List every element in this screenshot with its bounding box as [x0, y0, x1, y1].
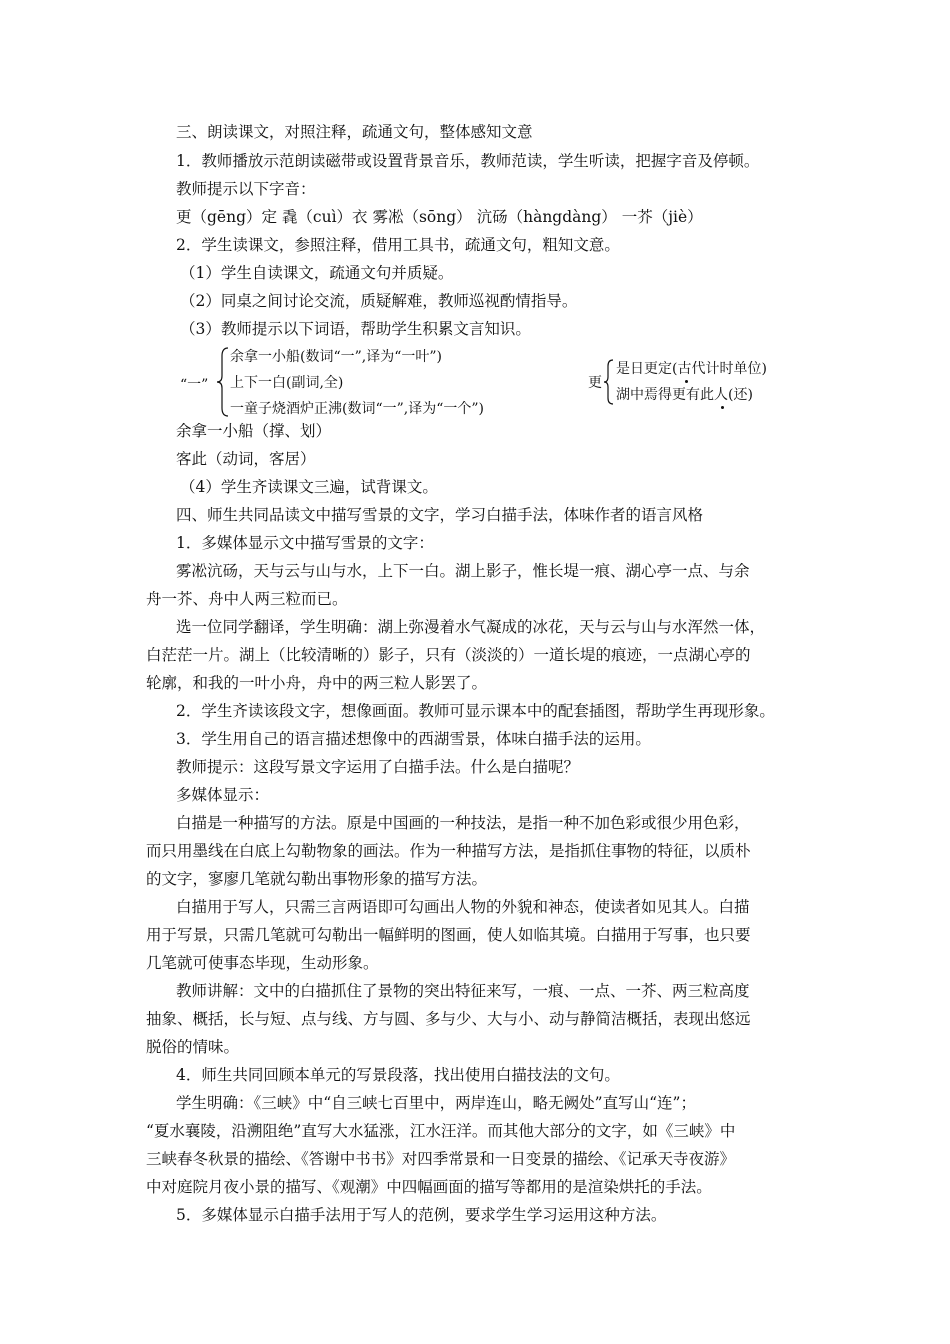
emphasis-dot	[721, 406, 724, 409]
paragraph-line: 轮廓，和我的一叶小舟，舟中的两三粒人影罢了。	[146, 674, 488, 692]
paragraph-line: 1．多媒体显示文中描写雪景的文字：	[176, 534, 434, 552]
emphasis-dot	[685, 380, 688, 383]
quoted-text-line: 舟一芥、舟中人两三粒而已。	[146, 590, 348, 608]
list-item: （4）学生齐读课文三遍，试背课文。	[180, 478, 438, 496]
paragraph-line: “夏水襄陵，沿溯阻绝”直写大水猛涨，江水汪洋。而其他大部分的文字，如《三峡》中	[146, 1122, 736, 1140]
paragraph-line: 白描用于写人，只需三言两语即可勾画出人物的外貌和神态，使读者如见其人。白描	[176, 898, 750, 916]
paragraph-line: 2．学生齐读该段文字，想像画面。教师可显示课本中的配套插图，帮助学生再现形象。	[176, 702, 775, 720]
brace-icon	[603, 358, 615, 406]
list-item: （1）学生自读课文，疏通文句并质疑。	[180, 264, 454, 282]
paragraph-line: 学生明确：《三峡》中“自三峡七百里中，两岸连山，略无阙处”直写山“连”；	[176, 1094, 696, 1112]
paragraph-line: 脱俗的情味。	[146, 1038, 240, 1056]
paragraph-line: 5．多媒体显示白描手法用于写人的范例，要求学生学习运用这种方法。	[176, 1206, 667, 1224]
geng-item: 是日更定(古代计时单位)	[616, 361, 767, 377]
paragraph-line: 而只用墨线在白底上勾勒物象的画法。作为一种描写方法，是指抓住事物的特征，以质朴	[146, 842, 751, 860]
paragraph-line: 教师提示：这段写景文字运用了白描手法。什么是白描呢？	[176, 758, 580, 776]
paragraph-line: 4．师生共同回顾本单元的写景段落，找出使用白描技法的文句。	[176, 1066, 620, 1084]
list-item: （3）教师提示以下词语，帮助学生积累文言知识。	[180, 320, 531, 338]
paragraph-line: 白描是一种描写的方法。原是中国画的一种技法，是指一种不加色彩或很少用色彩，	[176, 814, 750, 832]
paragraph-line: 抽象、概括，长与短、点与线、方与圆、多与少、大与小、动与静简洁概括，表现出悠远	[146, 1010, 751, 1028]
paragraph-line: 中对庭院月夜小景的描写、《观潮》中四幅画面的描写等都用的是渲染烘托的手法。	[146, 1178, 712, 1196]
section-heading-4: 四、师生共同品读文中描写雪景的文字，学习白描手法，体味作者的语言风格	[176, 506, 704, 524]
pronunciation-line: 更（gēng）定 毳（cuì）衣 雾凇（sōng） 沆砀（hàngdàng） 一芥（jiè）	[176, 208, 703, 226]
geng-item: 湖中焉得更有此人(还)	[616, 387, 753, 403]
paragraph-line: 选一位同学翻译，学生明确：湖上弥漫着水气凝成的冰花，天与云与山与水浑然一体，	[176, 618, 766, 636]
brace-icon	[216, 346, 230, 418]
yi-item: 一童子烧酒炉正沸(数词“一”,译为“一个”)	[230, 401, 485, 417]
paragraph-line: 客此（动词，客居）	[176, 450, 316, 468]
list-item: （2）同桌之间讨论交流，质疑解难，教师巡视酌情指导。	[180, 292, 578, 310]
paragraph-line: 白茫茫一片。湖上（比较清晰的）影子，只有（淡淡的）一道长堤的痕迹，一点湖心亭的	[146, 646, 751, 664]
geng-head-label: 更	[588, 375, 602, 391]
paragraph-line: 的文字，寥廖几笔就勾勒出事物形象的描写方法。	[146, 870, 488, 888]
paragraph-line: 余拿一小船（撑、划）	[176, 422, 332, 440]
paragraph-line: 教师讲解：文中的白描抓住了景物的突出特征来写，一痕、一点、一芥、两三粒高度	[176, 982, 750, 1000]
yi-item: 余拿一小船(数词“一”,译为“一叶”)	[230, 349, 443, 365]
paragraph-line: 三峡春冬秋景的描绘、《答谢中书书》对四季常景和一日变景的描绘、《记承天寺夜游》	[146, 1150, 736, 1168]
paragraph-line: 几笔就可使事态毕现，生动形象。	[146, 954, 379, 972]
paragraph-line: 用于写景，只需几笔就可勾勒出一幅鲜明的图画，使人如临其境。白描用于写事，也只要	[146, 926, 751, 944]
paragraph-line: 3．学生用自己的语言描述想像中的西湖雪景，体味白描手法的运用。	[176, 730, 651, 748]
paragraph-line: 2．学生读课文，参照注释，借用工具书，疏通文句，粗知文意。	[176, 236, 620, 254]
paragraph-line: 教师提示以下字音：	[176, 180, 316, 198]
section-heading-3: 三、朗读课文，对照注释，疏通文句，整体感知文意	[176, 123, 533, 141]
paragraph-line: 多媒体显示：	[176, 786, 270, 804]
paragraph-line: 1．教师播放示范朗读磁带或设置背景音乐，教师范读，学生听读，把握字音及停顿。	[176, 152, 760, 170]
yi-item: 上下一白(副词,全)	[230, 375, 344, 391]
yi-head-label: “一”	[180, 377, 209, 393]
quoted-text-line: 雾凇沆砀，天与云与山与水，上下一白。湖上影子，惟长堤一痕、湖心亭一点、与余	[176, 562, 750, 580]
